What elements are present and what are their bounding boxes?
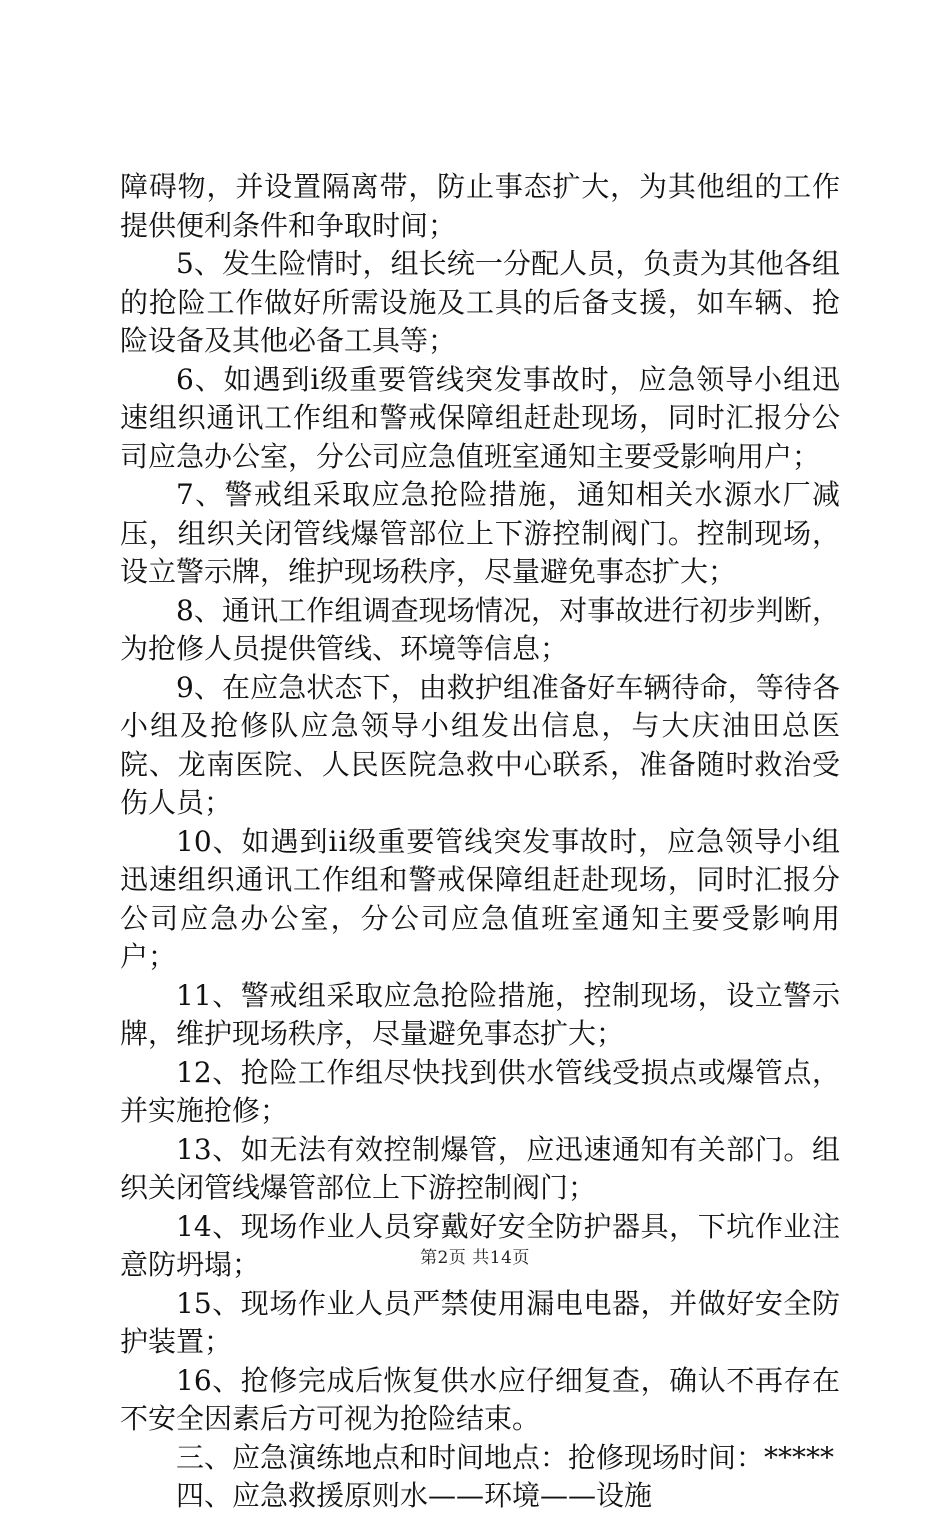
paragraph: 14、现场作业人员穿戴好安全防护器具，下坑作业注意防坍塌； <box>120 1209 840 1281</box>
paragraph: 12、抢险工作组尽快找到供水管线受损点或爆管点，并实施抢修； <box>120 1055 840 1127</box>
paragraph: 障碍物，并设置隔离带，防止事态扩大，为其他组的工作提供便利条件和争取时间； <box>120 170 840 242</box>
page-number-footer: 第2页 共14页 <box>420 1248 530 1268</box>
paragraph: 10、如遇到ⅰⅰ级重要管线突发事故时，应急领导小组迅速组织通讯工作组和警戒保障组赶赴现场，同时汇报分公司应急办公室，分公司应急值班室通知主要受影响用户； <box>120 824 840 973</box>
paragraph: 6、如遇到ⅰ级重要管线突发事故时，应急领导小组迅速组织通讯工作组和警戒保障组赶赴现场，同时汇报分公司应急办公室，分公司应急值班室通知主要受影响用户； <box>120 362 840 473</box>
paragraph: 11、警戒组采取应急抢险措施，控制现场，设立警示牌，维护现场秩序，尽量避免事态扩大； <box>120 978 840 1050</box>
paragraph: 16、抢修完成后恢复供水应仔细复查，确认不再存在不安全因素后方可视为抢险结束。 <box>120 1363 840 1435</box>
paragraph: 9、在应急状态下，由救护组准备好车辆待命，等待各小组及抢修队应急领导小组发出信息，与大庆油田总医院、龙南医院、人民医院急救中心联系，准备随时救治受伤人员； <box>120 670 840 819</box>
paragraph: 8、通讯工作组调查现场情况，对事故进行初步判断，为抢修人员提供管线、环境等信息； <box>120 593 840 665</box>
paragraph: 13、如无法有效控制爆管，应迅速通知有关部门。组织关闭管线爆管部位上下游控制阀门； <box>120 1132 840 1204</box>
section-heading: 四、应急救援原则水——环境——设施 <box>176 1479 653 1512</box>
paragraph: 15、现场作业人员严禁使用漏电电器，并做好安全防护装置； <box>120 1286 840 1358</box>
document-body <box>120 168 840 1516</box>
section-heading: 三、应急演练地点和时间地点：抢修现场时间：***** <box>176 1440 835 1474</box>
paragraph: 7、警戒组采取应急抢险措施，通知相关水源水厂减压，组织关闭管线爆管部位上下游控制阀门。控制现场，设立警示牌，维护现场秩序，尽量避免事态扩大； <box>120 478 840 588</box>
paragraph: 5、发生险情时，组长统一分配人员，负责为其他各组的抢险工作做好所需设施及工具的后备支援，如车辆、抢险设备及其他必备工具等； <box>120 247 840 357</box>
